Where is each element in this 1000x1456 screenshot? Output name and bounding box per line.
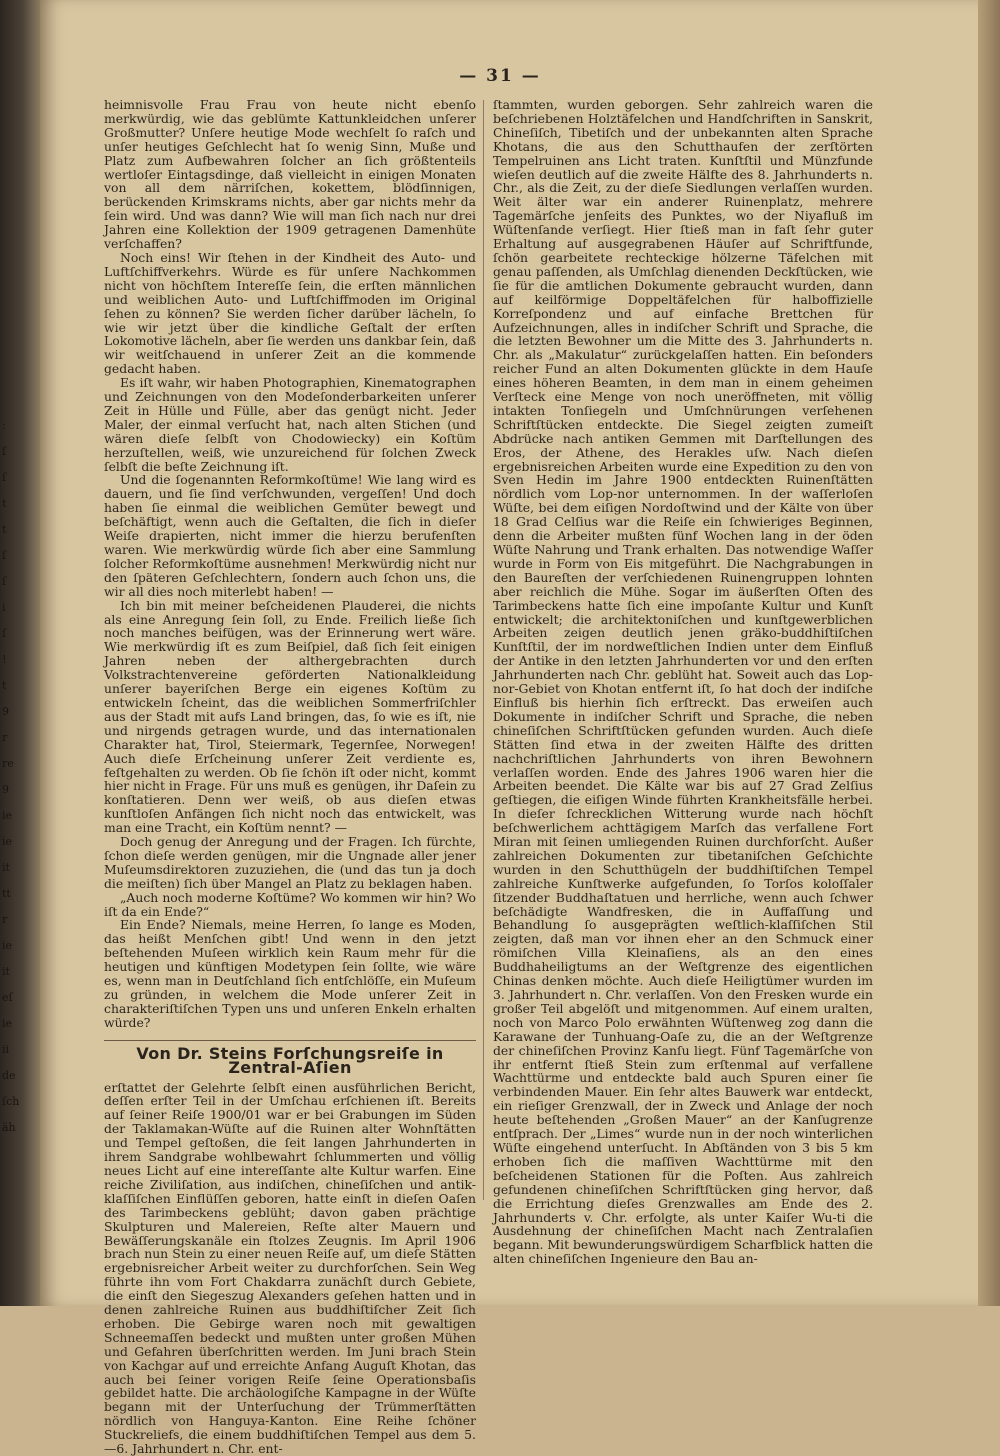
paragraph: heimnisvolle Frau Frau von heute nicht ebenſo merkwürdig, wie das geblümte Kattunkleidchen unſerer Großmutter? Unſere heutige Mode wechſelt ſo raſch und unſer heutiges Geſchlecht hat ſo wenig Sinn, Muße und Platz zum Aufbewahren ſolcher an ſich größtenteils wertloſer Eintagsdinge, daß vielleicht in einigen Monaten von all dem närriſchen, kokettem, blödſinnigen, berückenden Krimskrams nichts, aber gar nichts mehr da ſein wird. Und was dann? Wie will man ſich nach nur drei Jahren eine Kollektion der 1909 getragenen Damenhüte verſchaffen?: [104, 97, 476, 252]
gutter-fragment: ſ: [2, 627, 7, 640]
gutter-fragment: 9: [2, 705, 9, 718]
gutter-fragment: ſ: [2, 445, 7, 458]
paragraph: Es iſt wahr, wir haben Photographien, Kinematographen und Zeichnungen von den Modeſonderbarkeiten unſerer Zeit in Hülle und Fülle, aber das genügt nicht. Jeder Maler, der einmal verſucht hat, nach alten Stichen (und wären dieſe ſelbſt von Chodowiecky) ein Koſtüm herzuſtellen, weiß, wie unzureichend für ſolchen Zweck ſelbſt die beſte Zeichnung iſt.: [104, 375, 476, 474]
gutter-fragment: re: [2, 757, 14, 770]
binding-gutter: [0, 0, 40, 1306]
gutter-fragment: t: [2, 497, 7, 510]
paragraph: Und die ſogenannten Reformkoſtüme! Wie lang wird es dauern, und ſie ſind verſchwunden, vergeſſen! Und doch haben ſie einmal die weiblichen Gemüter bewegt und beſchäftigt, wenn auch die Geſtalten, die ſich in dieſer Weiſe drapierten, nicht immer die hierzu berufenſten waren. Wie merkwürdig würde ſich aber eine Sammlung ſolcher Reformkoſtüme ausnehmen! Merkwürdig nicht nur den ſpäteren Geſchlechtern, ſondern auch ſchon uns, die wir all dies noch miterlebt haben! —: [104, 472, 476, 599]
gutter-fragment: :: [2, 419, 6, 432]
gutter-fragment: ie: [2, 939, 13, 952]
gutter-fragment: t: [2, 523, 7, 536]
gutter-fragment: ie: [2, 835, 13, 848]
right-column: [493, 98, 873, 1266]
page-edge: [978, 0, 1000, 1306]
gutter-fragment: ſ: [2, 471, 7, 484]
gutter-fragment: !: [2, 653, 7, 666]
column-divider: [483, 100, 484, 1200]
gutter-fragment: ſ: [2, 549, 7, 562]
gutter-fragment: ii: [2, 1043, 10, 1056]
gutter-fragment: it: [2, 861, 10, 874]
gutter-fragment: eſ: [2, 991, 13, 1004]
paragraph: erſtattet der Gelehrte ſelbſt einen ausführlichen Bericht, deſſen erſter Teil in der Umſchau erſchienen iſt. Bereits auf ſeiner Reiſe 1900/01 war er bei Grabungen im Süden der Taklamakan-Wüſte auf die Ruinen alter Wohnſtätten und Tempel geſtoßen, die ſeit langen Jahrhunderten in ihrem Sandgrabe wohlbewahrt ſchlummerten und völlig neues Licht auf eine intereſſante alte Kultur warfen. Eine reiche Ziviliſation, aus indiſchen, chineſiſchen und antik-klaſſiſchen Einflüſſen geboren, hatte einſt in dieſen Oaſen des Tarimbeckens geblüht; davon gaben prächtige Skulpturen und Malereien, Reſte alter Mauern und Bewäſſerungskanäle ein ſtolzes Zeugnis. Im April 1906 brach nun Stein zu einer neuen Reiſe auf, um dieſe Stätten ergebnisreicher Arbeit weiter zu durchforſchen. Sein Weg führte ihn vom Fort Chakdarra zunächſt durch Gebiete, die einſt den Siegeszug Alexanders geſehen hatten und in denen zahlreiche Ruinen aus buddhiſtiſcher Zeit ſich erhoben. Die Gebirge waren noch mit gewaltigen Schneemaſſen bedeckt und mußten unter großen Mühen und Gefahren überſchritten werden. Im Juni brach Stein von Kachgar auf und erreichte Anfang Auguſt Khotan, das auch bei ſeiner vorigen Reiſe ſeine Operationsbaſis gebildet hatte. Die archäologiſche Kampagne in der Wüſte begann mit der Unterſuchung der Trümmerſtätten nördlich von Hanguya-Kanton. Eine Reihe ſchöner Stuckreliefs, die einem buddhiſtiſchen Tempel aus dem 5.—6. Jahrhundert n. Chr. ent-: [104, 1079, 476, 1456]
gutter-fragment: 9: [2, 783, 9, 796]
gutter-fragment: ſ: [2, 575, 7, 588]
gutter-fragment: r: [2, 913, 8, 926]
gutter-fragment: de: [2, 1069, 16, 1082]
page-number: — 31 —: [459, 66, 541, 86]
gutter-fragment: it: [2, 965, 10, 978]
paragraph: Ein Ende? Niemals, meine Herren, ſo lange es Moden, das heißt Menſchen gibt! Und wenn in den jetzt beſtehenden Muſeen wirklich kein Raum mehr für die heutigen und künftigen Modetypen ſein ſollte, wie wäre es, wenn man in Deutſchland ſich entſchlöſſe, ein Muſeum zu gründen, in welchem die Mode unſerer Zeit in charakteriſtiſchen Typen uns und unſeren Enkeln erhalten würde?: [104, 917, 476, 1030]
gutter-fragment: tt: [2, 887, 11, 900]
gutter-fragment: ſch: [2, 1095, 20, 1108]
gutter-fragment: äh: [2, 1121, 16, 1134]
paragraph: „Auch noch moderne Koſtüme? Wo kommen wir hin? Wo iſt da ein Ende?“: [104, 889, 476, 919]
gutter-fragment: i: [2, 601, 6, 614]
gutter-fragment: r: [2, 731, 8, 744]
gutter-fragment: ie: [2, 809, 13, 822]
paragraph: Ich bin mit meiner beſcheidenen Plauderei, die nichts als eine Anregung ſein ſoll, zu Ende. Freilich ließe ſich noch manches beifügen, was der Erinnerung wert wäre. Wie merkwürdig iſt es zum Beiſpiel, daß ſich ſeit einigen Jahren neben der althergebrachten durch Volkstrachtenvereine geförderten Nationalkleidung unſerer bayeriſchen Berge ein eigenes Koſtüm zu entwickeln ſcheint, das die weiblichen Sommerfriſchler aus der Stadt mit aufs Land bringen, das, ſo wie es iſt, nie und nirgends getragen wurde, und das internationalen Charakter hat, Tirol, Steiermark, Tegernſee, Norwegen! Auch dieſe Erſcheinung unſerer Zeit verdiente es, feſtgehalten zu werden. Ob ſie ſchön iſt oder nicht, kommt hier nicht in Frage. Für uns muß es genügen, ihr Daſein zu konſtatieren. Denn wer weiß, ob aus dieſen etwas kunſtloſen Anfängen ſich nicht noch das entwickelt, was man eine Tracht, ein Koſtüm nennt? —: [104, 597, 476, 836]
gutter-fragment: ie: [2, 1017, 13, 1030]
paragraph: Doch genug der Anregung und der Fragen. Ich fürchte, ſchon dieſe werden genügen, mir die Ungnade aller jener Muſeumsdirektoren zuzuziehen, die (und das tun ja doch die meiſten) ſich über Mangel an Platz zu beklagen haben.: [104, 834, 476, 891]
section-heading: Von Dr. Steins Forſchungsreiſe in Zentral-Aſien: [104, 1040, 476, 1075]
gutter-fragment: t: [2, 679, 7, 692]
left-column: [104, 98, 476, 1456]
paragraph: ſtammten, wurden geborgen. Sehr zahlreich waren die beſchriebenen Holztäfelchen und Handſchriften in Sanskrit, Chineſiſch, Tibetiſch und der unbekannten alten Sprache Khotans, die aus den Schutthaufen der zerſtörten Tempelruinen ans Licht traten. Kunſtſtil und Münzfunde wieſen deutlich auf die zweite Hälfte des 8. Jahrhunderts n. Chr., als die Zeit, zu der dieſe Siedlungen verlaſſen wurden. Weit älter war ein anderer Ruinenplatz, mehrere Tagemärſche jenſeits des Punktes, wo der Niyafluß im Wüſtenſande verſiegt. Hier ſtieß man in faſt ſehr guter Erhaltung auf ausgegrabenen Häuſer auf Schriftfunde, ſchön gearbeitete rechteckige hölzerne Täfelchen mit genau paſſenden, als Umſchlag dienenden Deckſtücken, wie ſie für die amtlichen Dokumente gebraucht wurden, dann auf keilförmige Doppeltäfelchen für halboffizielle Korreſpondenz und auf einfache Brettchen für Aufzeichnungen, alles in indiſcher Schrift und Sprache, die die letzten Bewohner um die Mitte des 3. Jahrhunderts n. Chr. als „Makulatur“ zurückgelaſſen hatten. Ein beſonders reicher Fund an alten Dokumenten glückte in dem Hauſe eines höheren Beamten, in dem man in einem geheimen Verſteck eine Menge von noch uneröffneten, mit völlig intakten Tonſiegeln und Umſchnürungen verſehenen Schriftſtücken entdeckte. Die Siegel zeigten zumeiſt Abdrücke nach antiken Gemmen mit Darſtellungen des Eros, der Athene, des Herakles uſw. Nach dieſen ergebnisreichen Arbeiten wurde eine Expedition zu den von Sven Hedin im Jahre 1900 entdeckten Ruinenſtätten nördlich vom Lop-nor unternommen. In der waſſerloſen Wüſte, bei dem eiſigen Nordoſtwind und der Kälte von über 18 Grad Celſius war die Reiſe ein ſchwieriges Beginnen, denn die Arbeiter mußten fünf Wochen lang in der öden Wüſte Nahrung und Trank erhalten. Das notwendige Waſſer wurde in Form von Eis mitgeführt. Die Nachgrabungen in den Baureſten der verſchiedenen Ruinengruppen lohnten aber reichlich die Mühe. Sogar im äußerſten Oſten des Tarimbeckens hatte ſich eine impoſante Kultur und Kunſt entwickelt; die architektoniſchen und kunſtgewerblichen Arbeiten zeigen deutlich jenen gräko-buddhiſtiſchen Kunſtſtil, der im nordweſtlichen Indien unter dem Einfluß der Antike in den letzten Jahrhunderten vor und den erſten Jahrhunderten nach Chr. geblüht hat. Soweit auch das Lop-nor-Gebiet von Khotan entfernt iſt, ſo hat doch der indiſche Einfluß bis hierhin ſich erſtreckt. Das erweiſen auch Dokumente in indiſcher Schrift und Sprache, die neben chineſiſchen Schriftſtücken gefunden wurden. Auch dieſe Stätten ſind etwa in der zweiten Hälfte des dritten nachchriſtlichen Jahrhunderts von ihren Bewohnern verlaſſen worden. Ende des Jahres 1906 waren hier die Arbeiten beendet. Die Kälte war bis auf 27 Grad Zelſius geſtiegen, die eiſigen Winde führten Krankheitsfälle herbei. In dieſer ſchrecklichen Witterung wurde nach höchſt beſchwerlichem achttägigem Marſch das verfallene Fort Miran mit ſeinen umliegenden Ruinen durchforſcht. Außer zahlreichen Dokumenten zur tibetaniſchen Geſchichte wurden in den Schutthügeln der buddhiſtiſchen Tempel zahlreiche Kunſtwerke aufgefunden, ſo Torſos koloſſaler ſitzender Buddhaſtatuen und herrliche, wenn auch ſchwer beſchädigte Wandfresken, die in Auffaſſung und Behandlung ſo ausgeprägten weſtlich-klaſſiſchen Stil zeigten, daß man vor ihnen eher an den Schmuck einer römiſchen Villa Kleinaſiens, als an den eines Buddhaheiligtums an der Weſtgrenze des eigentlichen Chinas denken möchte. Auch dieſe Heiligtümer wurden im 3. Jahrhundert n. Chr. verlaſſen. Von den Fresken wurde ein großer Teil abgelöſt und mitgenommen. Auf einem uralten, noch von Marco Polo erwähnten Wüſtenweg zog dann die Karawane der Tunhuang-Oaſe zu, die an der Weſtgrenze der chineſiſchen Provinz Kanſu liegt. Fünf Tagemärſche von ihr entfernt ſtieß Stein zum erſtenmal auf verfallene Wachttürme und entdeckte bald auch Spuren einer ſie verbindenden Mauer. Ein ſehr altes Bauwerk war entdeckt, ein rieſiger Grenzwall, der in Zweck und Anlage der noch heute beſtehenden „Großen Mauer“ an der Kanſugrenze entſprach. Der „Limes“ wurde nun in der noch winterlichen Wüſte eingehend unterſucht. In Abſtänden von 3 bis 5 km erhoben ſich die maſſiven Wachttürme mit den beſcheidenen Stationen für die Poſten. Aus zahlreich gefundenen chineſiſchen Schriftſtücken ging hervor, daß die Errichtung dieſes Grenzwalles am Ende des 2. Jahrhunderts v. Chr. erfolgte, als unter Kaiſer Wu-ti die Ausdehnung der chineſiſchen Macht nach Zentralaſien begann. Mit bewunderungswürdigem Scharfblick hatten die alten chineſiſchen Ingenieure den Bau an-: [493, 97, 873, 1267]
paragraph: Noch eins! Wir ſtehen in der Kindheit des Auto- und Luftſchiffverkehrs. Würde es für unſere Nachkommen nicht von höchſtem Intereſſe ſein, die erſten männlichen und weiblichen Auto- und Luftſchiffmoden im Original ſehen zu können? Sie werden ſicher darüber lächeln, ſo wie wir jetzt über die kindliche Geſtalt der erſten Lokomotive lächeln, aber ſie werden uns dankbar ſein, daß wir weitſchauend in unſerer Zeit an die kommende gedacht haben.: [104, 249, 476, 377]
